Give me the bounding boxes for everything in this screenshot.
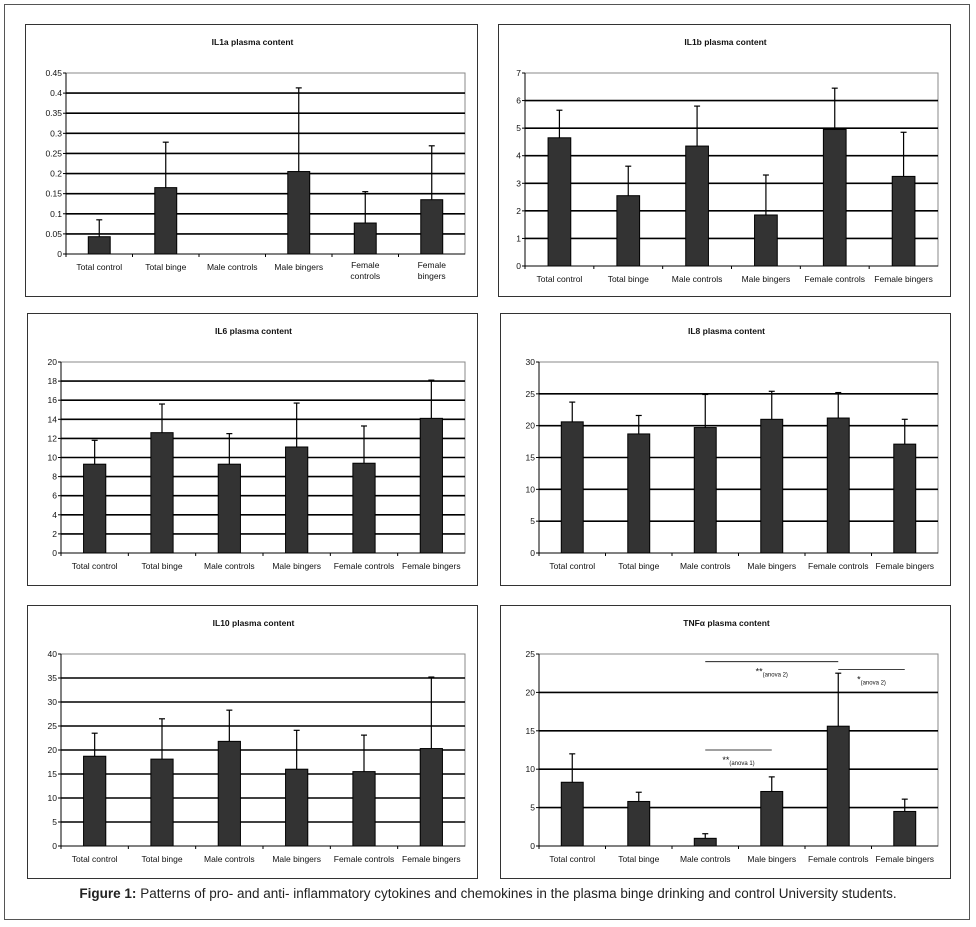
y-tick-label: 15 [47,769,57,779]
bar [151,759,173,846]
y-tick-label: 6 [516,95,521,106]
chart-title: IL6 plasma content [215,326,292,336]
y-tick-label: 0.4 [50,88,62,99]
significance-note: (anova 2) [860,680,886,687]
figure-caption [0,886,976,901]
x-category-label: Total control [536,274,583,284]
bar [155,188,177,254]
y-tick-label: 10 [525,764,535,775]
x-category-label: Female controls [333,561,395,571]
bar [151,433,173,553]
x-category-label: bingers [417,271,446,281]
bar [628,801,650,846]
bar [421,200,443,254]
y-tick-label: 5 [52,817,57,827]
bar [761,419,783,553]
chart-title: TNFα plasma content [683,618,770,628]
x-category-label: Total binge [618,561,660,571]
x-category-label: Female bingers [874,274,933,284]
bar [827,726,849,846]
y-tick-label: 5 [530,802,535,813]
x-category-label: Total control [71,854,118,864]
x-category-label: Total binge [141,854,183,864]
bar [286,769,308,846]
bar [823,130,846,266]
y-tick-label: 30 [47,697,57,707]
y-tick-label: 10 [47,452,57,463]
bar [420,749,442,846]
y-tick-label: 8 [52,471,57,482]
y-tick-label: 20 [47,745,57,755]
y-tick-label: 6 [52,490,57,501]
bar [561,782,583,846]
x-category-label: Male bingers [274,262,324,272]
y-tick-label: 10 [47,793,57,803]
x-category-label: Total control [549,561,596,571]
chart-tnfa [501,606,952,880]
bar [892,176,915,266]
significance-label [756,667,788,679]
x-category-label: Male bingers [741,274,791,284]
bar [686,146,709,266]
bar [218,741,240,846]
significance-note: (anova 1) [729,761,755,767]
y-tick-label: 7 [516,68,521,78]
bar [288,172,310,254]
chart-il1b [499,25,952,298]
y-tick-label: 0 [52,548,57,558]
y-tick-label: 40 [47,649,57,659]
y-tick-label: 25 [525,649,535,659]
x-category-label: Total control [76,262,123,272]
x-category-label: Male bingers [272,561,322,571]
chart-panel-tnfa [500,605,951,879]
x-category-label: Female controls [804,274,865,284]
x-category-label: Male controls [679,854,731,864]
y-tick-label: 1 [516,233,521,244]
y-tick-label: 0 [530,841,535,851]
y-tick-label: 25 [525,388,535,399]
bar [894,444,916,553]
bar [561,422,583,553]
y-tick-label: 0.25 [45,148,62,159]
x-category-label: Total binge [145,262,187,272]
x-category-label: Female bingers [875,854,935,864]
x-category-label: Female bingers [402,854,461,864]
x-category-label: Total binge [618,854,660,864]
x-category-label: Total binge [607,274,649,284]
y-tick-label: 20 [525,687,535,698]
y-tick-label: 0 [57,249,62,259]
y-tick-label: 0.3 [50,128,62,139]
significance-stars: * [857,674,861,685]
x-category-label: Male controls [204,854,255,864]
y-tick-label: 12 [47,433,57,444]
y-tick-label: 5 [516,123,521,134]
y-tick-label: 14 [47,414,57,425]
x-category-label: Male controls [204,561,255,571]
y-tick-label: 2 [52,528,57,539]
y-tick-label: 0.35 [45,108,62,119]
bar [827,418,849,553]
x-category-label: Female bingers [875,561,935,571]
bar [218,464,240,553]
bar [894,811,916,846]
y-tick-label: 0.45 [45,68,62,78]
bar [628,434,650,553]
y-tick-label: 25 [47,721,57,731]
x-category-label: Male bingers [747,561,797,571]
chart-il10 [28,606,479,880]
x-category-label: Female controls [333,854,395,864]
bar [354,223,376,254]
x-category-label: Female controls [808,854,869,864]
x-category-label: Total binge [141,561,183,571]
x-category-label: Male controls [679,561,731,571]
y-tick-label: 0 [530,548,535,558]
x-category-label: Male controls [671,274,723,284]
chart-title: IL10 plasma content [212,618,295,628]
y-tick-label: 4 [52,509,57,520]
y-tick-label: 3 [516,178,521,189]
chart-panel-il10 [27,605,478,879]
significance-note: (anova 2) [762,672,788,679]
caption-label: Figure 1: [79,886,137,901]
plot-area [66,73,465,254]
bar [84,756,106,846]
x-category-label: Male bingers [747,854,797,864]
y-tick-label: 15 [525,725,535,736]
y-tick-label: 15 [525,452,535,463]
y-tick-label: 2 [516,205,521,216]
x-category-label: Male controls [206,262,258,272]
chart-il8 [501,314,952,587]
x-category-label: Total control [549,854,596,864]
chart-title: IL1b plasma content [684,37,767,47]
bar [617,196,640,266]
bar [84,464,106,553]
significance-stars: ** [755,666,763,677]
chart-title: IL8 plasma content [688,326,765,336]
bar [761,791,783,846]
x-category-label: Female bingers [402,561,461,571]
y-tick-label: 0.2 [50,168,62,179]
x-category-label: Female controls [808,561,869,571]
caption-text: Patterns of pro- and anti- inflammatory cytokines and chemokines in the plasma binge drinking and control University students. [136,886,897,901]
y-tick-label: 5 [530,516,535,527]
significance-label [857,674,886,686]
y-tick-label: 4 [516,150,521,161]
y-tick-label: 0.05 [45,228,62,239]
y-tick-label: 0.1 [50,208,62,219]
chart-panel-il6 [27,313,478,586]
x-category-label: Female [417,260,446,270]
chart-panel-il1a [25,24,478,297]
chart-panel-il8 [500,313,951,586]
bar [420,418,442,553]
bar [694,838,716,846]
bar [286,447,308,553]
bar [353,463,375,553]
y-tick-label: 20 [47,357,57,367]
chart-il6 [28,314,479,587]
x-category-label: controls [350,271,381,281]
chart-panel-il1b [498,24,951,297]
y-tick-label: 30 [525,357,535,367]
bar [755,215,778,266]
plot-area [525,73,938,266]
chart-il1a [26,25,479,298]
bar [88,237,110,254]
bar [548,138,571,266]
significance-label [722,755,754,767]
y-tick-label: 0 [516,261,521,271]
y-tick-label: 35 [47,673,57,683]
y-tick-label: 18 [47,376,57,387]
x-category-label: Male bingers [272,854,322,864]
y-tick-label: 0.15 [45,188,62,199]
y-tick-label: 10 [525,484,535,495]
x-category-label: Total control [71,561,118,571]
y-tick-label: 0 [52,841,57,851]
chart-title: IL1a plasma content [211,37,294,47]
x-category-label: Female [351,260,380,270]
significance-stars: ** [722,755,730,765]
y-tick-label: 20 [525,420,535,431]
y-tick-label: 16 [47,395,57,406]
bar [694,428,716,553]
bar [353,772,375,846]
